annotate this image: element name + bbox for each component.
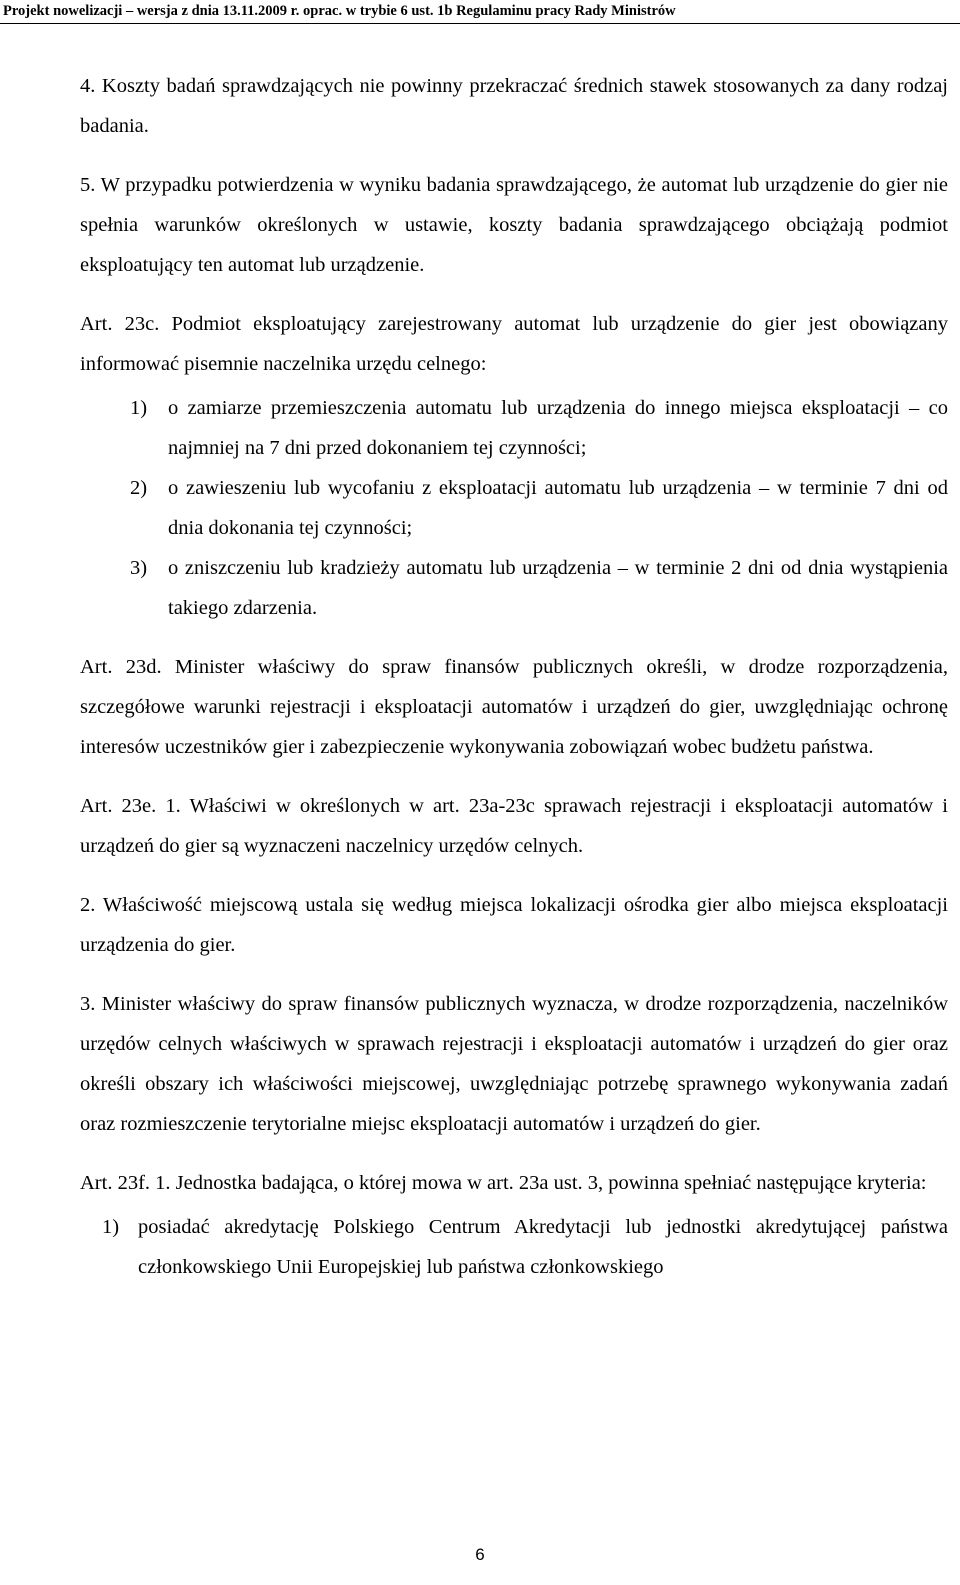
item-text: o zawieszeniu lub wycofaniu z eksploatacji automatu lub urządzenia – w terminie 7 dni od dnia dokonania tej czynności;: [168, 477, 948, 539]
document-body: [80, 66, 948, 1287]
article-23c-intro: Art. 23c. Podmiot eksploatujący zarejestrowany automat lub urządzenie do gier jest obowiązany informować pisemnie naczelnika urzędu celnego:: [80, 313, 948, 375]
paragraph-5: 5. W przypadku potwierdzenia w wyniku badania sprawdzającego, że automat lub urządzenie do gier nie spełnia warunków określonych w ustawie, koszty badania sprawdzającego obciążają podmiot eksploatujący ten automat lub urządzenie.: [80, 174, 948, 276]
item-number: 1): [102, 1216, 120, 1238]
article-23e-3: 3. Minister właściwy do spraw finansów publicznych wyznacza, w drodze rozporządzenia, naczelników urzędów celnych właściwych w sprawach rejestracji i eksploatacji automatów i urządzeń do gier oraz określi obszary ich właściwości miejscowej, uwzględniając potrzebę sprawnego wykonywania zadań oraz rozmieszczenie terytorialne miejsc eksploatacji automatów i urządzeń do gier.: [80, 993, 948, 1135]
item-number: 3): [130, 557, 148, 579]
item-text: o zniszczeniu lub kradzieży automatu lub urządzenia – w terminie 2 dni od dnia wystąpienia takiego zdarzenia.: [168, 557, 948, 619]
article-23f-intro: Art. 23f. 1. Jednostka badająca, o której mowa w art. 23a ust. 3, powinna spełniać następujące kryteria:: [80, 1172, 927, 1194]
article-23e-1: Art. 23e. 1. Właściwi w określonych w art. 23a-23c sprawach rejestracji i eksploatacji automatów i urządzeń do gier są wyznaczeni naczelnicy urzędów celnych.: [80, 795, 948, 857]
item-number: 2): [130, 477, 148, 499]
page-header: Projekt nowelizacji – wersja z dnia 13.11.2009 r. oprac. w trybie 6 ust. 1b Regulaminu pracy Rady Ministrów: [0, 0, 960, 24]
art23c-item-1: [130, 388, 948, 468]
item-text: posiadać akredytację Polskiego Centrum Akredytacji lub jednostki akredytującej państwa członkowskiego Unii Europejskiej lub państwa członkowskiego: [138, 1216, 948, 1278]
article-23d: Art. 23d. Minister właściwy do spraw finansów publicznych określi, w drodze rozporządzenia, szczegółowe warunki rejestracji i eksploatacji automatów i urządzeń do gier, uwzględniając ochronę interesów uczestników gier i zabezpieczenie wykonywania zobowiązań wobec budżetu państwa.: [80, 656, 948, 758]
page-number: 6: [475, 1545, 485, 1564]
art23f-item-1: [102, 1207, 948, 1287]
item-text: o zamiarze przemieszczenia automatu lub urządzenia do innego miejsca eksploatacji – co najmniej na 7 dni przed dokonaniem tej czynności;: [168, 397, 948, 459]
item-number: 1): [130, 397, 148, 419]
art23c-item-2: [130, 468, 948, 548]
paragraph-4: 4. Koszty badań sprawdzających nie powinny przekraczać średnich stawek stosowanych za dany rodzaj badania.: [80, 75, 948, 137]
art23c-item-3: [130, 548, 948, 628]
article-23e-2: 2. Właściwość miejscową ustala się według miejsca lokalizacji ośrodka gier albo miejsca eksploatacji urządzenia do gier.: [80, 894, 948, 956]
